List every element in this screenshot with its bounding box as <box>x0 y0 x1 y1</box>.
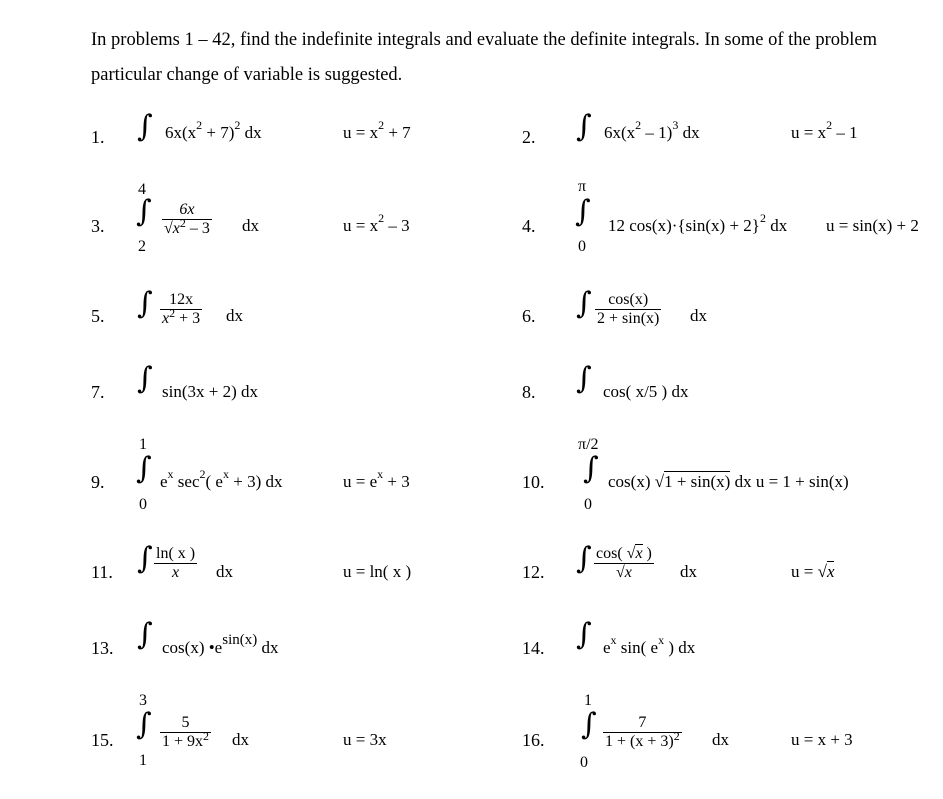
substitution: u = x + 3 <box>791 730 853 749</box>
upper-limit: π/2 <box>578 436 599 453</box>
problem-number: 13. <box>91 638 114 658</box>
lower-limit: 2 <box>138 238 146 255</box>
differential: dx <box>216 562 233 581</box>
integral-icon: ∫ <box>137 361 153 396</box>
integrand: $6x(x^2 + 7)^2$ dx <box>165 118 262 142</box>
problem-number: 2. <box>522 127 536 147</box>
substitution: u = ln( x ) <box>343 562 412 581</box>
integrand: cos( x/5 ) dx <box>603 382 689 401</box>
integral-icon: ∫ <box>136 451 152 486</box>
lower-limit: 0 <box>584 496 592 513</box>
problem-number: 10. <box>522 472 545 492</box>
problem-number: 16. <box>522 730 545 750</box>
integral-icon: ∫ <box>137 109 153 144</box>
differential: dx <box>690 306 707 325</box>
upper-limit: 4 <box>138 181 146 198</box>
substitution: $u = e^x + 3$ <box>343 467 410 491</box>
problem-number: 9. <box>91 472 105 492</box>
substitution: $u = x^2 - 1$ <box>791 118 858 142</box>
integral-icon: ∫ <box>137 541 153 576</box>
differential: dx <box>680 562 697 581</box>
integrand: 12 $\cos(x)\cdot\{\sin(x) + 2\}^2$ dx <box>608 211 788 235</box>
fraction: $\frac{\ln( x )}{x}$ <box>156 545 196 581</box>
problem-number: 6. <box>522 306 536 326</box>
upper-limit: 1 <box>139 436 147 453</box>
problem-number: 14. <box>522 638 545 658</box>
integral-icon: ∫ <box>583 451 599 486</box>
integral-icon: ∫ <box>137 617 153 652</box>
integral-icon: ∫ <box>575 194 591 229</box>
integrand: cos(x) √1 + sin(x) dx u = 1 + sin(x) <box>608 472 849 491</box>
integral-icon: ∫ <box>136 194 152 229</box>
integrand: cos(x) •esin(x) dx <box>162 632 279 657</box>
integral-icon: ∫ <box>576 286 592 321</box>
fraction: $\frac{12x}{x^2 + 3}$ <box>162 291 201 327</box>
fraction: $\frac{6x}{√x^2 - 3}$ <box>164 201 210 237</box>
integrand: $e^x$ $\sec^2$( $e^x + 3$) dx <box>160 467 283 491</box>
intro-line-2: particular change of variable is suggested. <box>91 65 403 85</box>
fraction: $\frac{7}{1 + (x + 3)^2}$ <box>605 714 680 750</box>
problem-number: 15. <box>91 730 114 750</box>
problem-number: 5. <box>91 306 105 326</box>
integral-icon: ∫ <box>576 109 592 144</box>
substitution: $u = x^2 - 3$ <box>343 211 410 235</box>
fraction: $\frac{\cos( √x )}{√x}$ <box>596 545 652 581</box>
problem-number: 4. <box>522 216 536 236</box>
differential: dx <box>226 306 243 325</box>
intro-line-1: In problems 1 – 42, find the indefinite integrals and evaluate the definite integrals. In some of the problem <box>91 30 878 50</box>
integral-icon: ∫ <box>136 707 152 742</box>
lower-limit: 0 <box>578 238 586 255</box>
substitution: u = √x <box>791 562 835 581</box>
upper-limit: π <box>578 178 587 195</box>
integrand: $e^x$ sin( $e^x$ ) dx <box>603 633 696 657</box>
lower-limit: 0 <box>139 496 147 513</box>
substitution: u = sin(x) + 2 <box>826 216 919 235</box>
problem-number: 8. <box>522 382 536 402</box>
lower-limit: 0 <box>580 754 588 771</box>
lower-limit: 1 <box>139 752 147 769</box>
substitution: u = 3x <box>343 730 387 749</box>
substitution: $u = x^2 + 7$ <box>343 118 411 142</box>
fraction: $\frac{5}{1 + 9x^2}$ <box>162 714 210 750</box>
problem-number: 11. <box>91 562 113 582</box>
integral-icon: ∫ <box>137 286 153 321</box>
integrand: sin(3x + 2) dx <box>162 382 258 401</box>
fraction: $\frac{\cos(x)}{2 + \sin(x)}$ <box>597 291 660 327</box>
upper-limit: 3 <box>139 692 147 709</box>
problem-number: 3. <box>91 216 105 236</box>
integral-icon: ∫ <box>576 541 592 576</box>
upper-limit: 1 <box>584 692 592 709</box>
problem-number: 7. <box>91 382 105 402</box>
problem-number: 1. <box>91 127 105 147</box>
differential: dx <box>232 730 249 749</box>
integral-icon: ∫ <box>576 361 592 396</box>
integral-icon: ∫ <box>576 617 592 652</box>
differential: dx <box>712 730 729 749</box>
problem-number: 12. <box>522 562 545 582</box>
differential: dx <box>242 216 259 235</box>
integrand: $6x(x^2 - 1)^3$ dx <box>604 118 700 142</box>
integral-icon: ∫ <box>581 707 597 742</box>
